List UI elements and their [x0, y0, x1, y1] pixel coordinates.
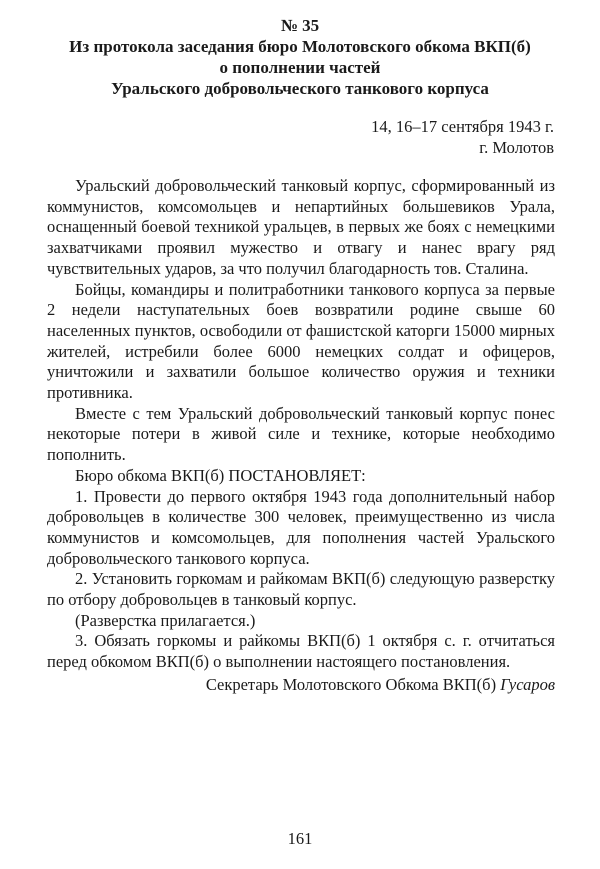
- attachment-note: (Разверстка прилагается.): [75, 610, 256, 630]
- document-body: [47, 176, 555, 696]
- document-date: 14, 16–17 сентября 1943 г.: [371, 117, 554, 136]
- resolution-item: 3. Обязать горкомы и райкомы ВКП(б) 1 октября с. г. отчитаться перед обкомом ВКП(б) о выполнении настоящего постановления.: [47, 631, 555, 672]
- body-paragraph: Вместе с тем Уральский добровольческий танковый корпус понес некоторые потери в живой силе и технике, которые необходимо пополнить.: [47, 403, 555, 465]
- resolution-heading: Бюро обкома ВКП(б) ПОСТАНОВЛЯЕТ:: [75, 465, 366, 485]
- dateline: [371, 116, 554, 158]
- signature-title: Секретарь Молотовского Обкома ВКП(б): [205, 674, 497, 694]
- resolution-item: 2. Установить горкомам и райкомам ВКП(б) следующую разверстку по отбору добровольцев в танковый корпус.: [47, 569, 555, 610]
- document-title-line: Уральского добровольческого танкового корпуса: [111, 79, 489, 98]
- page-number: 161: [287, 829, 313, 848]
- body-paragraph: Уральский добровольческий танковый корпус, сформированный из коммунистов, комсомольцев и непартийных большевиков Урала, оснащенный боевой техникой уральцев, в первых же боях с немецкими захватчиками проявил мужество и отвагу и нанес врагу ряд чувствительных ударов, за что получил благодарность тов. Сталина.: [47, 176, 555, 278]
- document-title-line: о пополнении частей: [219, 58, 381, 77]
- document-number: № 35: [280, 16, 320, 35]
- body-paragraph: Бойцы, командиры и политработники танкового корпуса за первые 2 недели наступательных боев возвратили родине свыше 60 населенных пунктов, освободили от фашистской каторги 15000 мирных жителей, истребили более 6000 немецких солдат и офицеров, уничтожили и захватили большое количество оружия и техники противника.: [47, 279, 555, 403]
- document-heading: [40, 15, 560, 99]
- resolution-item: 1. Провести до первого октября 1943 года дополнительный набор добровольцев в количестве 300 человек, преимущественно из числа коммунистов и комсомольцев, для пополнения частей Уральского добровольческого танкового корпуса.: [47, 486, 555, 568]
- document-place: г. Молотов: [479, 138, 554, 157]
- document-title-line: Из протокола заседания бюро Молотовского обкома ВКП(б): [69, 37, 531, 56]
- signature: [47, 675, 555, 696]
- signature-name: Гусаров: [500, 674, 555, 694]
